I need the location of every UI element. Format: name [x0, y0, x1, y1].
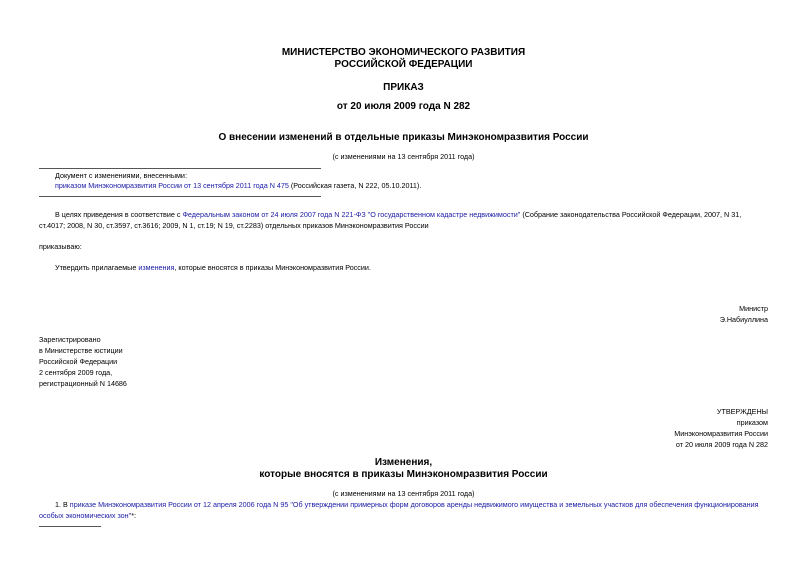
- signature-name: Э.Набиуллина: [719, 315, 768, 324]
- item-1-line-1: [39, 499, 768, 511]
- item-1-line-2: [39, 510, 136, 522]
- doc-date: от 20 июля 2009 года N 282: [336, 101, 471, 112]
- p2-tail: , которые вносятся в приказы Минэкономразвития России.: [174, 263, 371, 272]
- footnote-marker: *:: [131, 511, 136, 520]
- federal-law-link[interactable]: Федеральным законом от 24 июля 2007 года N 221-ФЗ "О государственном кадастре недвижимости": [182, 210, 521, 219]
- approval-line: УТВЕРЖДЕНЫ: [716, 407, 768, 416]
- amendment-source: (Российская газета, N 222, 05.10.2011).: [290, 181, 422, 190]
- paragraph-1-line-2: ст.4017; 2008, N 30, ст.3597, ст.3616; 2009, N 1, ст.19; N 19, ст.2283) отдельных приказов Минэкономразвития России: [39, 221, 429, 230]
- registration-line: регистрационный N 14686: [39, 379, 127, 388]
- registration-line: Российской Федерации: [39, 357, 118, 366]
- p1-tail: (Собрание законодательства Российской Федерации, 2007, N 31,: [522, 210, 742, 219]
- doc-subject: О внесении изменений в отдельные приказы Минэкономразвития России: [218, 132, 589, 143]
- approval-line: Минэкономразвития России: [674, 429, 768, 438]
- order-95-link[interactable]: приказе Минэкономразвития России от 12 апреля 2006 года N 95 "Об утверждении примерных форм договоров аренды недвижимого имущества и земельных участков для обеспечения функционирования: [69, 500, 759, 509]
- order-word: приказываю:: [39, 242, 82, 251]
- p2-lead: Утвердить прилагаемые: [55, 263, 137, 272]
- appendix-title-1: Изменения,: [374, 457, 433, 468]
- paragraph-2: [55, 262, 371, 274]
- revision-note: (с изменениями на 13 сентября 2011 года): [332, 152, 475, 161]
- amendment-link[interactable]: приказом Минэкономразвития России от 13 сентября 2011 года N 475: [55, 181, 289, 190]
- amendments-intro: Документ с изменениями, внесенными:: [55, 171, 187, 180]
- ministry-line-2: РОССИЙСКОЙ ФЕДЕРАЦИИ: [334, 59, 473, 70]
- p1-lead: В целях приведения в соответствие с: [55, 210, 181, 219]
- approval-block: [500, 406, 768, 450]
- registration-line: в Министерстве юстиции: [39, 346, 123, 355]
- doc-type: ПРИКАЗ: [383, 82, 424, 93]
- approval-line: от 20 июля 2009 года N 282: [675, 440, 768, 449]
- footnote-rule: [39, 526, 101, 527]
- amendments-line: [55, 181, 421, 191]
- ministry-line-1: МИНИСТЕРСТВО ЭКОНОМИЧЕСКОГО РАЗВИТИЯ: [281, 47, 526, 58]
- box-top-rule: [39, 168, 321, 169]
- registration-line: 2 сентября 2009 года,: [39, 368, 113, 377]
- order-95-link-continued[interactable]: особых экономических зон": [39, 511, 132, 520]
- approval-line: приказом: [736, 418, 768, 427]
- item-1-lead: 1. В: [55, 500, 68, 509]
- changes-link[interactable]: изменения: [138, 263, 175, 272]
- signature-title: Министр: [739, 304, 768, 313]
- appendix-title-2: которые вносятся в приказы Минэкономразвития России: [259, 469, 548, 480]
- box-bottom-rule: [39, 196, 321, 197]
- appendix-revision-note: (с изменениями на 13 сентября 2011 года): [332, 489, 475, 498]
- registration-block: [39, 334, 127, 389]
- registration-line: Зарегистрировано: [39, 335, 101, 344]
